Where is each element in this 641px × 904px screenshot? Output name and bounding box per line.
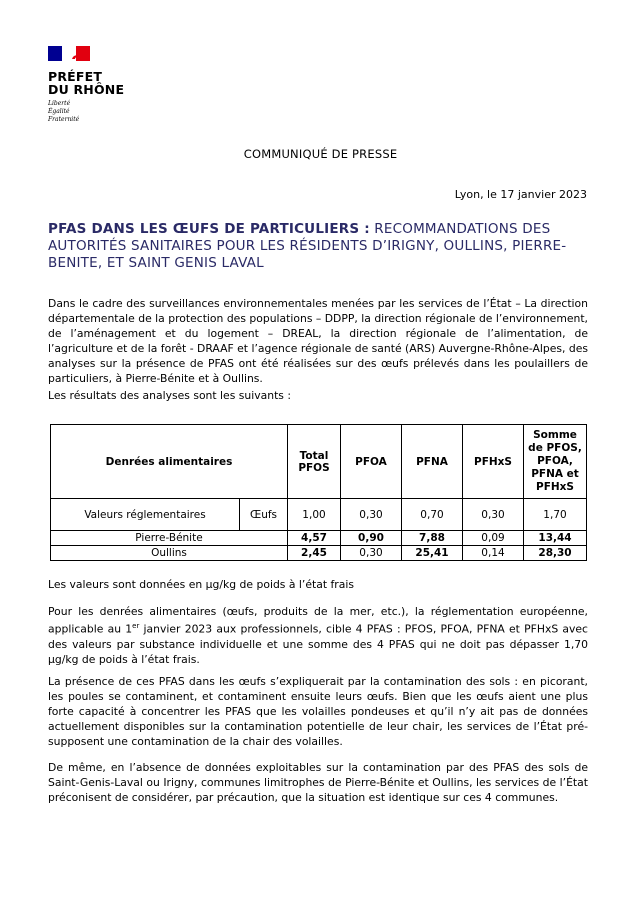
communique-heading: COMMUNIQUÉ DE PRESSE [243, 147, 398, 161]
regulation-paragraph: Pour les denrées alimentaires (œufs, produits de la mer, etc.), la réglementation européenne, applicable au 1er janvier 2023 aux professionnels, cible 4 PFAS : PFOS, PFOA, PFNA et PFHxS avec des valeurs par substance individuelle et une somme des 4 PFAS qui ne doit pas dépasser 1,70 µg/kg de poids à l’état frais. [48, 605, 588, 666]
table-cell: 0,14 [463, 546, 524, 561]
header-somme: Somme de PFOS, PFOA, PFNA et PFHxS [524, 425, 587, 499]
table-cell: 0,70 [402, 499, 463, 531]
table-cell: 1,70 [524, 499, 587, 531]
results-intro: Les résultats des analyses sont les suivants : [48, 389, 292, 402]
header-denrees: Denrées alimentaires [51, 425, 288, 499]
french-flag-icon [48, 46, 90, 61]
table-row [51, 531, 587, 546]
table-cell: 0,09 [463, 531, 524, 546]
header-pfna: PFNA [402, 425, 463, 499]
reg-label: Valeurs réglementaires [51, 499, 240, 531]
row-label: Oullins [51, 546, 288, 561]
table-cell: 0,30 [463, 499, 524, 531]
table-cell: 0,30 [341, 499, 402, 531]
neighbouring-communes-paragraph: De même, en l’absence de données exploitables sur la contamination par des PFAS des sols de Saint-Genis-Laval ou Irigny, communes limitrophes de Pierre-Bénite et Oullins, les services de l’État préconisent de considérer, par précaution, que la situation est identique sur ces 4 communes. [48, 761, 588, 804]
table-cell: 0,90 [341, 531, 402, 546]
devise: Liberté Égalité Fraternité [48, 100, 80, 123]
table-row [51, 499, 587, 531]
dateline: Lyon, le 17 janvier 2023 [454, 188, 587, 201]
table-cell: 28,30 [524, 546, 587, 561]
reg-sub: Œufs [240, 499, 288, 531]
prefet-title: PRÉFET DU RHÔNE [48, 69, 125, 97]
header-total-pfos: Total PFOS [288, 425, 341, 499]
table-header-row [51, 425, 587, 499]
page-title: PFAS DANS LES ŒUFS DE PARTICULIERS : RECOMMANDATIONS DES AUTORITÉS SANITAIRES POUR LES RÉSIDENTS D’IRIGNY, OULLINS, PIERRE-BENITE, ET SAINT GENIS LAVAL [48, 221, 567, 271]
table-cell: 7,88 [402, 531, 463, 546]
unit-note: Les valeurs sont données en µg/kg de poids à l’état frais [48, 578, 354, 591]
results-table [50, 424, 587, 561]
header-pfhxs: PFHxS [463, 425, 524, 499]
table-cell: 13,44 [524, 531, 587, 546]
marianne-icon [58, 50, 80, 60]
table-cell: 4,57 [288, 531, 341, 546]
table-cell: 0,30 [341, 546, 402, 561]
intro-paragraph: Dans le cadre des surveillances environnementales menées par les services de l’État – La direction départementale de la protection des populations – DDPP, la direction régionale de l’environnement, de l’aménagement et du logement – DREAL, la direction régionale de l’alimentation, de l’agriculture et de la forêt - DRAAF et l’agence régionale de santé (ARS) Auvergne-Rhône-Alpes, des analyses sur la présence de PFAS ont été réalisées sur des œufs prélevés dans les poulaillers de particuliers, à Pierre-Bénite et à Oullins. [48, 297, 588, 385]
contamination-paragraph: La présence de ces PFAS dans les œufs s’expliquerait par la contamination des sols : en picorant, les poules se contaminent, et contaminent ensuite leurs œufs. Bien que les œufs aient une plus forte capacité à concentrer les PFAS que les volailles pondeuses et qu’il n’y ait pas de données actuellement disponibles sur la contamination potentielle de leur chair, les services de l’État pré-supposent une contamination de la chair des volailles. [48, 675, 588, 748]
table-row [51, 546, 587, 561]
table-cell: 1,00 [288, 499, 341, 531]
header-pfoa: PFOA [341, 425, 402, 499]
table-cell: 25,41 [402, 546, 463, 561]
table-cell: 2,45 [288, 546, 341, 561]
row-label: Pierre-Bénite [51, 531, 288, 546]
